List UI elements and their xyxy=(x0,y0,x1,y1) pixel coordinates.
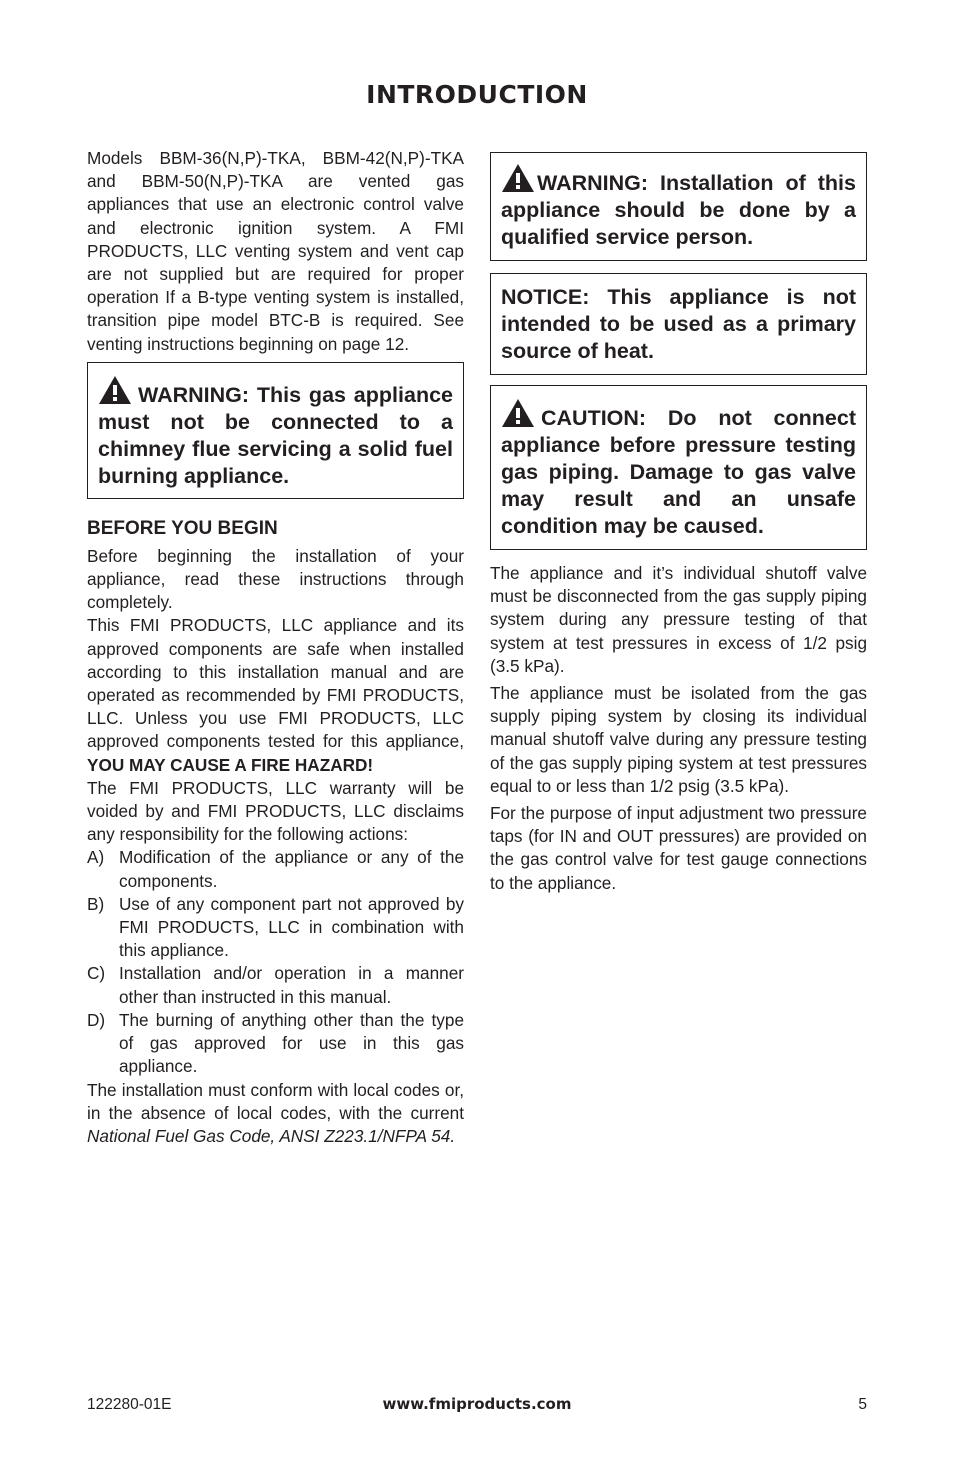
warning-box-chimney xyxy=(87,362,464,499)
notice-box-text: NOTICE: This appliance is not intended to be used as a primary source of heat. xyxy=(501,285,856,363)
right-paragraph-1: The appliance and it’s individual shutoff valve must be disconnected from the gas supply piping system during any pressure testing of that system at test pressures in excess of 1/2 psig (3.5 kPa). xyxy=(490,563,867,676)
website-url: www.fmiproducts.com xyxy=(382,1395,572,1413)
warning-box-installation xyxy=(490,152,867,261)
before-paragraph-1: Before beginning the installation of your appliance, read these instructions through completely. xyxy=(87,545,464,613)
fire-hazard-text: YOU MAY CAUSE A FIRE HAZARD! xyxy=(87,754,374,775)
right-paragraph-3: For the purpose of input adjustment two pressure taps (for IN and OUT pressures) are provided on the gas control valve for test gauge connections to the appliance. xyxy=(490,803,867,893)
list-item: A) Modification of the appliance or any of the components. xyxy=(87,847,464,891)
page-title: INTRODUCTION xyxy=(366,80,588,109)
right-column xyxy=(490,152,867,895)
left-column xyxy=(87,147,464,1148)
intro-paragraph: Models BBM-36(N,P)-TKA, BBM-42(N,P)-TKA and BBM-50(N,P)-TKA are vented gas appliances that use an electronic control valve and electronic ignition system. A FMI PRODUCTS, LLC venting system and vent cap are not supplied but are required for proper operation If a B-type venting system is installed, transition pipe model BTC-B is required. See venting instructions beginning on page 12. xyxy=(87,148,464,354)
list-item: D) The burning of anything other than the type of gas approved for use in this gas appliance. xyxy=(87,1009,464,1077)
warning-box-installation-text: WARNING: Installation of this appliance should be done by a qualified service person. xyxy=(501,171,856,249)
warning-box-chimney-text: WARNING: This gas appliance must not be connected to a chimney flue servicing a solid fuel burning appliance. xyxy=(98,382,453,488)
warning-triangle-icon xyxy=(501,398,535,428)
conform-paragraph xyxy=(87,1079,464,1149)
before-paragraph-2-text: This FMI PRODUCTS, LLC appliance and its approved components are safe when installed according to this installation manual and are operated as recommended by FMI PRODUCTS, LLC. Unless you use FMI PRODUCTS, LLC approved components tested for this appliance, xyxy=(87,615,464,752)
code-reference: National Fuel Gas Code, ANSI Z223.1/NFPA 54. xyxy=(87,1125,456,1146)
list-item: B) Use of any component part not approved by FMI PRODUCTS, LLC in combination with this appliance. xyxy=(87,893,464,961)
warning-triangle-icon xyxy=(98,375,132,405)
before-paragraph-2 xyxy=(87,614,464,776)
list-item: C) Installation and/or operation in a manner other than instructed in this manual. xyxy=(87,963,464,1007)
caution-box xyxy=(490,385,867,550)
document-number: 122280-01E xyxy=(87,1396,172,1413)
page-number: 5 xyxy=(858,1396,867,1413)
warning-triangle-icon xyxy=(501,163,535,193)
caution-box-text: CAUTION: Do not connect appliance before pressure testing gas piping. Damage to gas valve may result and an unsafe condition may be caused. xyxy=(501,406,856,538)
before-paragraph-3: The FMI PRODUCTS, LLC warranty will be voided by and FMI PRODUCTS, LLC disclaims any responsibility for the following actions: xyxy=(87,777,464,845)
actions-list xyxy=(87,846,464,1078)
notice-box xyxy=(490,273,867,375)
before-you-begin-heading: BEFORE YOU BEGIN xyxy=(87,517,278,539)
right-paragraph-2: The appliance must be isolated from the gas supply piping system by closing its individual manual shutoff valve during any pressure testing of the gas supply piping system at test pressures equal to or less than 1/2 psig (3.5 kPa). xyxy=(490,683,867,796)
conform-text: The installation must conform with local codes or, in the absence of local codes, with the current xyxy=(87,1079,464,1123)
